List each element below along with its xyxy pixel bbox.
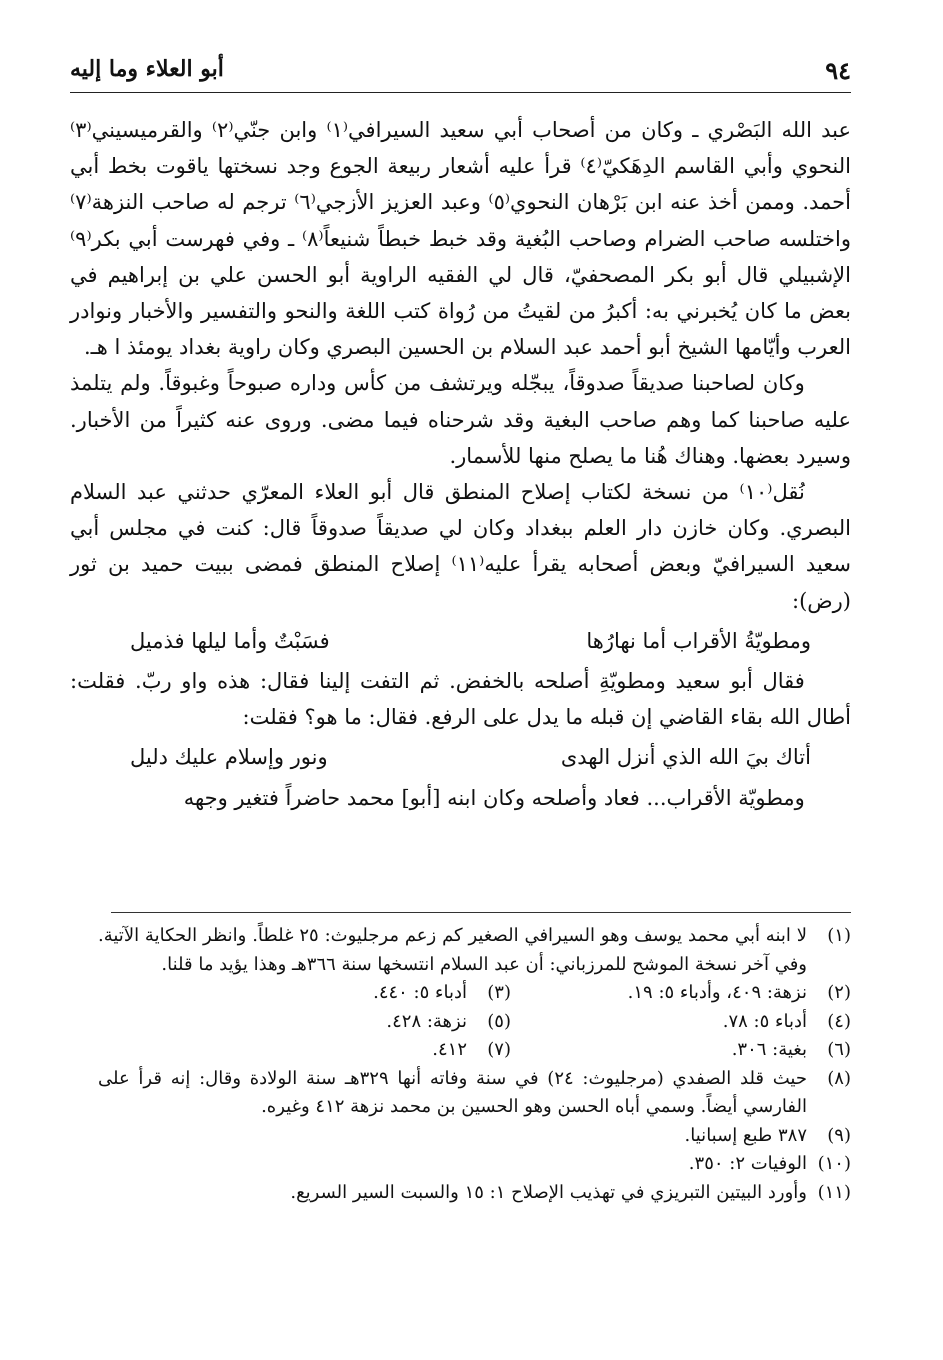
footnote-text: ٣٨٧ طبع إسبانيا. [684,1124,807,1146]
footnote-number: (١) [827,925,851,946]
footnote-text: ٤١٢. [432,1039,467,1060]
paragraph-5: ومطويّة الأقراب... فعاد وأصلحه وكان ابنه [أبو] محمد حاضراً فتغير وجهه [183,785,805,810]
footnote-row-2-3 [98,979,851,1008]
footnote-10 [98,1150,851,1179]
main-text [70,112,851,816]
footnote-text: أدباء ٥: ٤٤٠. [373,982,467,1003]
footnotes [98,922,851,1207]
footnote-text: حيث قلد الصفدي (مرجليوث: ٢٤) في سنة وفاته أنها ٣٢٩هـ سنة الولادة وقال: إنه قرأ على الفارسي أيضاً. وسمي أباه الحسن وهو الحسين بن محمد نزهة ٤١٢ وغيره. [98,1067,807,1117]
footnote-text: وأورد البيتين التبريزي في تهذيب الإصلاح ١: ١٥ والسبت السير السريع. [290,1181,807,1203]
verse-1 [70,623,851,659]
footnote-row-4-5 [98,1008,851,1037]
footnote-text: الوفيات ٢: ٣٥٠. [688,1153,807,1174]
footnote-number: (١٠) [817,1153,851,1174]
footnote-number: (٤) [827,1010,851,1032]
paragraph-1: عبد الله البَصْري ـ وكان من أصحاب أبي سعيد السيرافي⁽١⁾ وابن جنّي⁽٢⁾ والقرميسيني⁽٣⁾ النحوي وأبي القاسم الدِهَكيّ⁽٤⁾ قرأ عليه أشعار ربيعة الجوع وجد نسختها ياقوت بخط أبي أحمد. وممن أخذ عنه ابن بَرْهان النحوي⁽٥⁾ وعبد العزيز الأزجي⁽٦⁾ ترجم له صاحب النزهة⁽٧⁾ واختلسه صاحب الضرام وصاحب البُغية وقد خبط خبطاً شنيعاً⁽٨⁾ ـ وفي فهرست أبي بكر⁽٩⁾ الإشبيلي قال أبو بكر المصحفيّ، قال لي الفقيه الراوية أبو الحسن علي بن إبراهيم في بعض ما كان يُخبرني به: أكبرُ من لقيتُ من رُواة كتب اللغة والنحو والتفسير والأخبار ونوادر العرب وأيّامها الشيخ أبو أحمد عبد السلام بن الحسين البصري وكان راوية بغداد يومئذ ا هـ. [70,118,852,360]
footnote-number: (٣) [487,982,511,1003]
footnote-text: أدباء ٥: ٧٨. [722,1010,807,1032]
footnote-number: (٢) [827,982,851,1003]
footnote-number: (٥) [487,1010,511,1032]
footnote-9 [98,1122,851,1151]
paragraph-2: وكان لصاحبنا صديقاً صدوقاً، يبجّله ويرتشف من كأس وداره صبوحاً وغبوقاً. ولم يتلمذ عليه صاحبنا كما وهم صاحب البغية وقد شرحناه فيما مضى. وروى عنه كثيراً من الأخبار. وسيرد بعضها. وهناك هُنا ما يصلح منها للأسمار. [70,371,851,468]
footnote-text: نزهة: ٤٢٨. [386,1010,467,1032]
verse-2-second-hemistich: ونور وإسلام عليك دليل [130,745,328,770]
verse-1-second-hemistich: فسَبْتٌ وأما ليلها فذميل [130,628,330,653]
footnote-1 [98,922,851,979]
footnote-11 [98,1179,851,1208]
footnote-row-6-7 [98,1036,851,1065]
footnote-text: نزهة: ٤٠٩، وأدباء ٥: ١٩. [627,982,807,1003]
verse-2-first-hemistich: أتاك بيَ الله الذي أنزل الهدى [560,745,811,770]
footnote-8 [98,1065,851,1122]
page-header [70,52,851,93]
footnote-number: (٨) [827,1067,851,1089]
footnote-text: بغية: ٣٠٦. [731,1039,807,1060]
paragraph-3: نُقل⁽١٠⁾ من نسخة لكتاب إصلاح المنطق قال أبو العلاء المعرّي حدثني عبد السلام البصري. وكان خازن دار العلم ببغداد وكان لي صديقاً صدوقاً قال: كنت في مجلس أبي سعيد السيرافيّ وبعض أصحابه يقرأ عليه⁽١١⁾ إصلاح المنطق فمضى ببيت حميد بن ثور (رض): [70,480,851,613]
verse-2 [70,739,851,775]
footnote-number: (٩) [827,1124,851,1146]
footnote-number: (٧) [487,1039,511,1060]
page-number: ٩٤ [825,56,851,85]
footnote-number: (٦) [827,1039,851,1060]
running-title: أبو العلاء وما إليه [70,56,224,82]
footnote-text: لا ابنه أبي محمد يوسف وهو السيرافي الصغير كم زعم مرجليوث: ٢٥ غلطاً. وانظر الحكاية الآتية. وفي آخر نسخة الموشح للمرزباني: أن عبد السلام انتسخها سنة ٣٦٦هـ وهذا يؤيد ما قلنا. [98,925,808,975]
paragraph-4: فقال أبو سعيد ومطويّةِ أصلحه بالخفض. ثم التفت إلينا فقال: هذه واو ربّ. فقلت: أطال الله بقاء القاضي إن قبله ما يدل على الرفع. فقال: ما هو؟ فقلت: [70,669,851,730]
verse-1-first-hemistich: ومطويّةُ الأقراب أما نهارُها [586,628,811,653]
footnote-number: (١١) [817,1181,851,1203]
footnote-separator [111,912,851,913]
